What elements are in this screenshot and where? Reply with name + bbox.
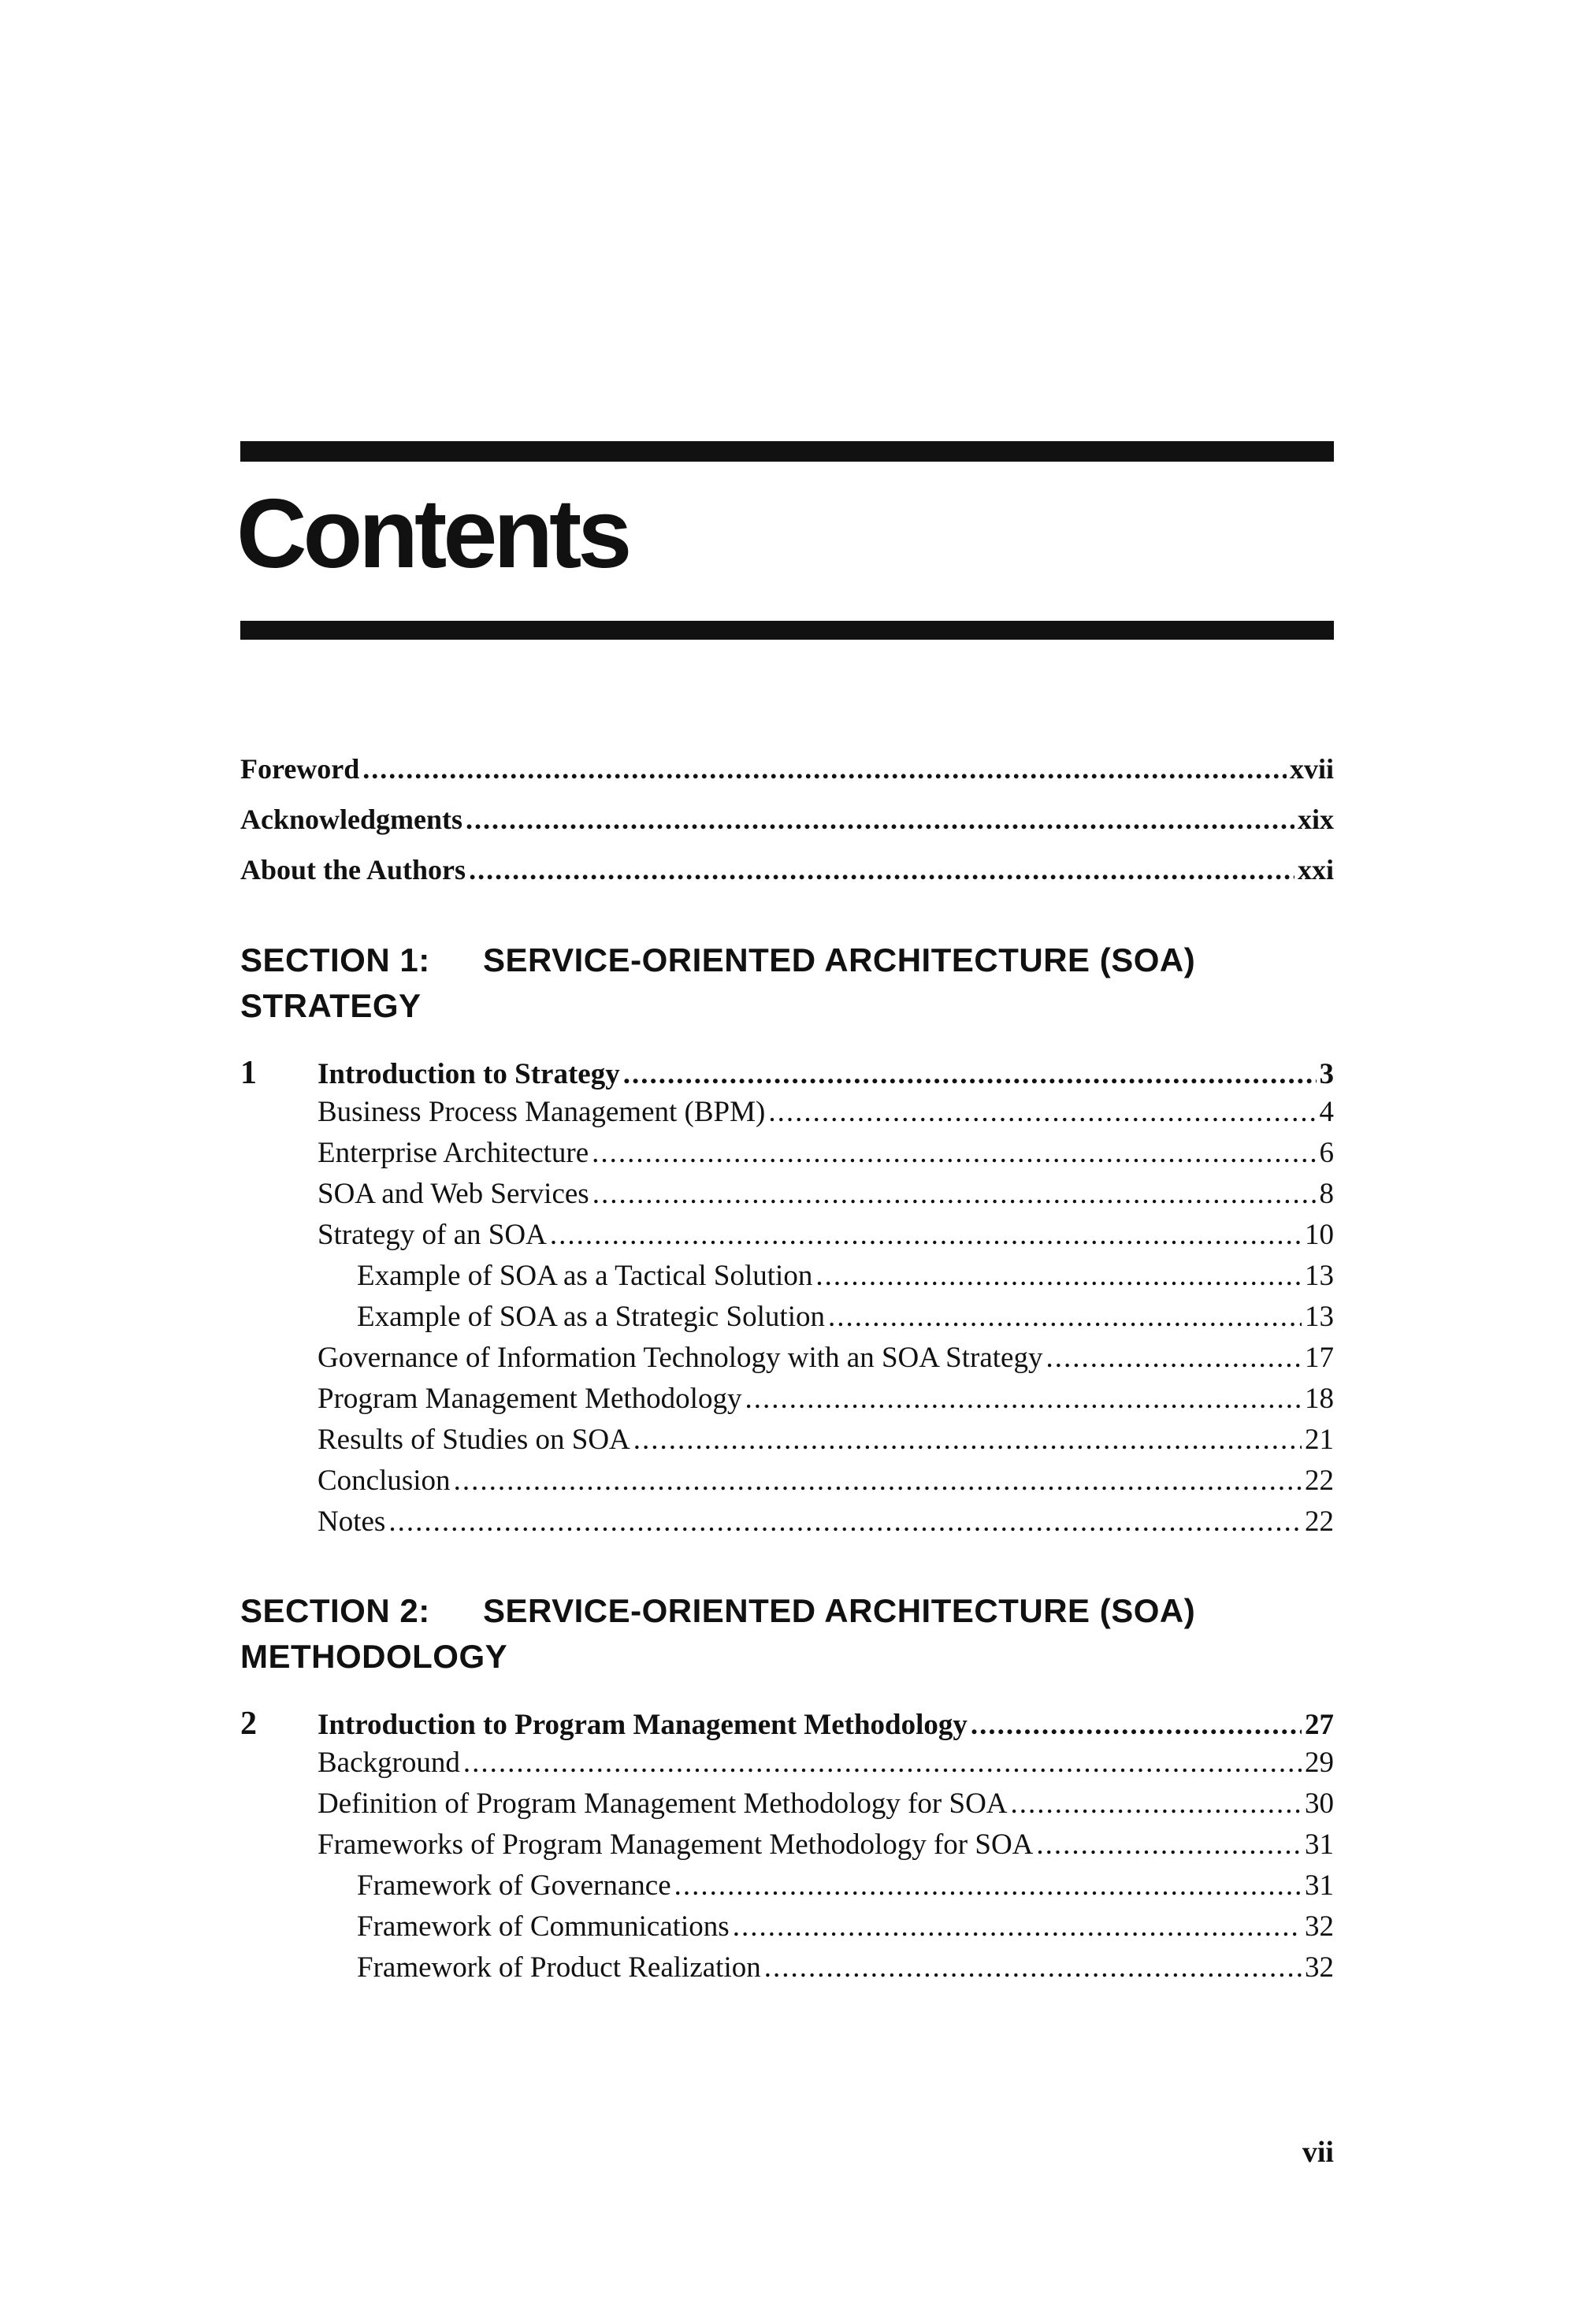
toc-entry[interactable] <box>240 1910 1334 1951</box>
dot-leader <box>454 1464 1302 1498</box>
toc-entry-title: Program Management Methodology <box>318 1383 742 1415</box>
toc-entry-title: Enterprise Architecture <box>318 1137 589 1169</box>
toc-entry-title: Introduction to Strategy <box>318 1058 620 1090</box>
section-title-line2: STRATEGY <box>240 987 422 1024</box>
toc-entry-title: Example of SOA as a Tactical Solution <box>357 1260 813 1292</box>
dot-leader <box>674 1869 1302 1903</box>
toc-entry-page: 13 <box>1305 1260 1334 1292</box>
chapter-1 <box>240 1054 1334 1546</box>
toc-entry-title: Framework of Product Realization <box>357 1951 761 1984</box>
toc-entry-page: 6 <box>1319 1137 1334 1169</box>
toc-entry[interactable] <box>240 1746 1334 1787</box>
toc-entry-page: 30 <box>1305 1788 1334 1820</box>
front-matter-list <box>240 752 1334 904</box>
toc-entry-title: Background <box>318 1747 460 1779</box>
toc-entry-title: Business Process Management (BPM) <box>318 1096 766 1128</box>
dot-leader <box>469 853 1294 886</box>
section-heading <box>240 1588 1334 1680</box>
toc-entry[interactable] <box>240 1787 1334 1828</box>
toc-entry[interactable] <box>240 1259 1334 1300</box>
toc-entry[interactable] <box>240 1382 1334 1423</box>
page-title: Contents <box>236 480 629 588</box>
dot-leader <box>1046 1341 1302 1375</box>
toc-entry-foreword[interactable] <box>240 752 1334 803</box>
toc-entry-page: 32 <box>1305 1910 1334 1943</box>
toc-chapter-2[interactable] <box>240 1705 1334 1746</box>
chapter-2 <box>240 1705 1334 1992</box>
toc-entry-page: 32 <box>1305 1951 1334 1984</box>
title-rule-top <box>240 441 1334 462</box>
toc-entry-page: 17 <box>1305 1342 1334 1374</box>
dot-leader <box>466 803 1294 836</box>
section-heading <box>240 937 1334 1029</box>
toc-entry-page: 31 <box>1305 1828 1334 1861</box>
dot-leader <box>592 1136 1316 1170</box>
toc-entry-title: Framework of Communications <box>357 1910 730 1943</box>
dot-leader <box>971 1708 1302 1742</box>
toc-entry-page: 21 <box>1305 1424 1334 1456</box>
toc-entry-title: Framework of Governance <box>357 1869 671 1902</box>
toc-entry[interactable] <box>240 1828 1334 1869</box>
toc-entry-title: Definition of Program Management Methodology for SOA <box>318 1788 1008 1820</box>
toc-chapter-1[interactable] <box>240 1054 1334 1095</box>
dot-leader <box>815 1259 1302 1293</box>
dot-leader <box>550 1218 1302 1252</box>
section-label: SECTION 1: <box>240 941 430 978</box>
toc-entry-title: About the Authors <box>240 854 466 885</box>
dot-leader <box>1011 1787 1302 1821</box>
toc-entry[interactable] <box>240 1505 1334 1546</box>
dot-leader <box>733 1910 1302 1943</box>
toc-entry-title: Acknowledgments <box>240 804 463 835</box>
section-title: SERVICE-ORIENTED ARCHITECTURE (SOA) <box>483 1592 1196 1629</box>
toc-entry[interactable] <box>240 1464 1334 1505</box>
toc-entry-title: Example of SOA as a Strategic Solution <box>357 1301 825 1333</box>
toc-entry-page: 8 <box>1319 1178 1334 1210</box>
toc-entry-page: xxi <box>1297 854 1334 885</box>
toc-entry-page: xix <box>1297 804 1334 835</box>
dot-leader <box>623 1057 1317 1091</box>
title-rule-bottom <box>240 621 1334 640</box>
chapter-number: 1 <box>240 1055 257 1091</box>
toc-entry[interactable] <box>240 1951 1334 1992</box>
toc-entry-page: 18 <box>1305 1383 1334 1415</box>
toc-entry-page: 27 <box>1305 1709 1334 1741</box>
chapter-number: 2 <box>240 1706 257 1742</box>
page-number: vii <box>1302 2136 1334 2169</box>
section-title: SERVICE-ORIENTED ARCHITECTURE (SOA) <box>483 941 1196 978</box>
toc-entry-title: Notes <box>318 1505 386 1538</box>
toc-entry-title: Strategy of an SOA <box>318 1219 547 1251</box>
toc-entry-page: 31 <box>1305 1869 1334 1902</box>
dot-leader <box>745 1382 1302 1416</box>
toc-entry-title: Introduction to Program Management Methodology <box>318 1709 968 1741</box>
toc-entry[interactable] <box>240 1300 1334 1341</box>
toc-entry-page: 3 <box>1319 1058 1334 1090</box>
dot-leader <box>633 1423 1302 1457</box>
dot-leader <box>764 1951 1302 1984</box>
toc-entry-title: SOA and Web Services <box>318 1178 589 1210</box>
toc-entry-title: Results of Studies on SOA <box>318 1424 630 1456</box>
toc-entry-page: 22 <box>1305 1465 1334 1497</box>
toc-entry-title: Conclusion <box>318 1465 451 1497</box>
dot-leader <box>592 1177 1317 1211</box>
toc-entry-page: 29 <box>1305 1747 1334 1779</box>
toc-entry[interactable] <box>240 1136 1334 1177</box>
toc-entry-title: Frameworks of Program Management Methodology for SOA <box>318 1828 1034 1861</box>
toc-entry[interactable] <box>240 1341 1334 1382</box>
dot-leader <box>768 1095 1316 1129</box>
toc-entry-page: 10 <box>1305 1219 1334 1251</box>
toc-entry-page: 13 <box>1305 1301 1334 1333</box>
toc-entry[interactable] <box>240 1177 1334 1218</box>
toc-entry[interactable] <box>240 1869 1334 1910</box>
section-1 <box>240 937 1334 1029</box>
dot-leader <box>388 1505 1302 1539</box>
toc-entry-page: 4 <box>1319 1096 1334 1128</box>
dot-leader <box>828 1300 1302 1334</box>
dot-leader <box>1036 1828 1302 1862</box>
toc-entry[interactable] <box>240 1423 1334 1464</box>
toc-entry-acknowledgments[interactable] <box>240 803 1334 853</box>
toc-entry-page: xvii <box>1289 753 1334 785</box>
toc-entry-about-the-authors[interactable] <box>240 853 1334 904</box>
toc-entry[interactable] <box>240 1095 1334 1136</box>
section-title-line2: METHODOLOGY <box>240 1638 508 1675</box>
section-2 <box>240 1588 1334 1680</box>
toc-entry[interactable] <box>240 1218 1334 1259</box>
toc-entry-title: Foreword <box>240 753 360 785</box>
toc-entry-page: 22 <box>1305 1505 1334 1538</box>
dot-leader <box>362 752 1287 785</box>
section-label: SECTION 2: <box>240 1592 430 1629</box>
toc-entry-title: Governance of Information Technology with an SOA Strategy <box>318 1342 1043 1374</box>
dot-leader <box>463 1746 1302 1780</box>
